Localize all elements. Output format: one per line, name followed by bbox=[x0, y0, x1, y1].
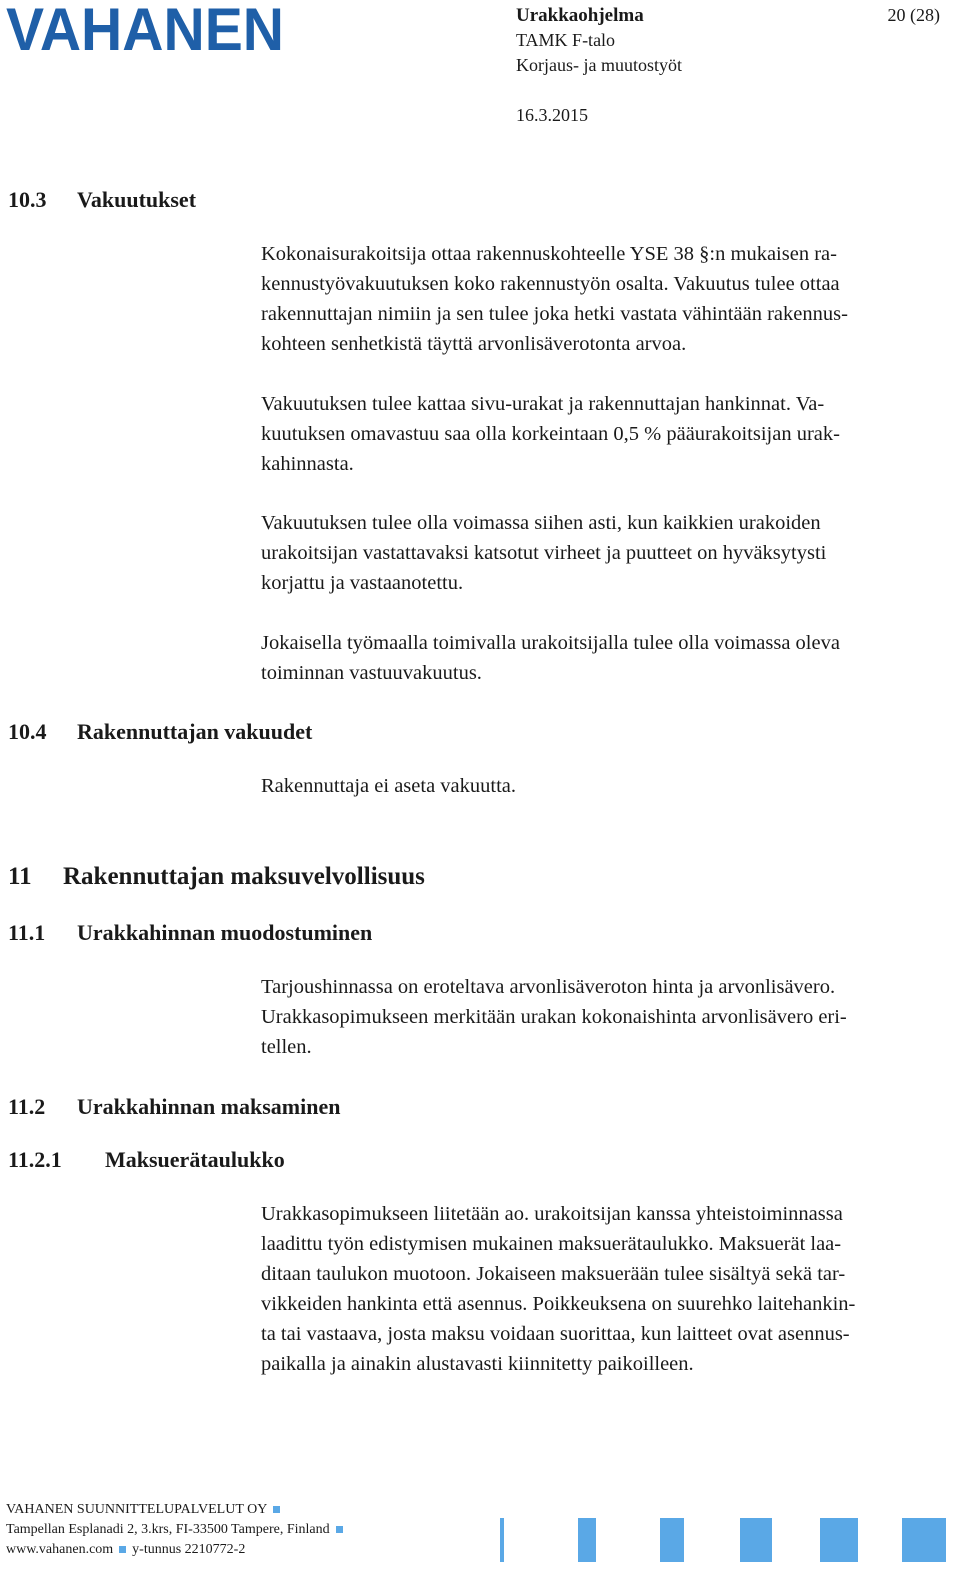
project-name: TAMK F-talo bbox=[516, 30, 616, 50]
company-address: Tampellan Esplanadi 2, 3.krs, FI-33500 Tampere, Finland bbox=[6, 1522, 330, 1537]
section-number: 11.2 bbox=[8, 1094, 46, 1119]
section-number: 11.1 bbox=[8, 920, 46, 945]
paragraph-price-formation: Tarjoushinnassa on eroteltava arvonlisäveroton hinta ja arvonlisävero. Urakkasopimukseen merkitään urakan kokonaishinta arvonlisävero eri- tellen. bbox=[261, 976, 847, 1058]
decor-bar bbox=[820, 1518, 858, 1562]
footer-company bbox=[6, 1500, 280, 1520]
blue-square-icon bbox=[119, 1546, 126, 1553]
paragraph-payment-schedule: Urakkasopimukseen liitetään ao. urakoitsijan kanssa yhteistoiminnassa laadittu työn edistymisen mukainen maksuerätaulukko. Maksuerät laa- ditaan taulukon muotoon. Jokaiseen maksuerään tulee sisältyä sekä tar- vikkeiden hankinta että asennus. Poikkeuksena on suurehko laitehankin- ta tai vastaava, josta maksu voidaan suorittaa, kun laitteet ovat asennus- paikalla ja ainakin alustavasti kiinnitetty paikoilleen. bbox=[261, 1203, 856, 1375]
paragraph-guarantees: Rakennuttaja ei aseta vakuutta. bbox=[261, 775, 517, 797]
page-number: 20 (28) bbox=[887, 5, 940, 25]
paragraph-insurance-validity: Vakuutuksen tulee olla voimassa siihen asti, kun kaikkien urakoiden urakoitsijan vastattavaksi katsotut virheet ja puutteet on hyväksytysti korjattu ja vastaanotettu. bbox=[261, 512, 827, 594]
section-title: Vakuutukset bbox=[77, 187, 197, 212]
section-number: 10.3 bbox=[8, 187, 47, 212]
section-title: Rakennuttajan vakuudet bbox=[77, 719, 313, 744]
footer-web bbox=[6, 1540, 245, 1560]
decor-bar bbox=[578, 1518, 596, 1562]
decor-bar bbox=[740, 1518, 772, 1562]
heading-11-1 bbox=[8, 918, 372, 948]
project-subtitle: Korjaus- ja muutostyöt bbox=[516, 55, 682, 75]
business-id: y-tunnus 2210772-2 bbox=[132, 1542, 246, 1557]
heading-11-2 bbox=[8, 1092, 340, 1122]
blue-square-icon bbox=[336, 1526, 343, 1533]
section-title: Rakennuttajan maksuvelvollisuus bbox=[63, 863, 425, 890]
heading-11-2-1 bbox=[8, 1145, 285, 1175]
heading-10-4 bbox=[8, 717, 312, 747]
heading-11 bbox=[8, 862, 425, 892]
decor-bar bbox=[902, 1518, 946, 1562]
footer-address bbox=[6, 1520, 343, 1540]
blue-square-icon bbox=[273, 1506, 280, 1513]
document-title: Urakkaohjelma bbox=[516, 5, 644, 26]
decor-bar bbox=[500, 1518, 504, 1562]
paragraph-insurance-contractor: Kokonaisurakoitsija ottaa rakennuskohteelle YSE 38 §:n mukaisen ra- kennustyövakuutuksen koko rakennustyön osalta. Vakuutus tulee ottaa rakennuttajan nimiin ja sen tulee joka hetki vastata vähintään rakennus- kohteen senhetkistä täyttä arvonlisäverotonta arvoa. bbox=[261, 243, 848, 355]
section-title: Urakkahinnan maksaminen bbox=[77, 1094, 341, 1119]
decor-bar bbox=[660, 1518, 684, 1562]
section-title: Maksuerätaulukko bbox=[105, 1147, 285, 1172]
vahanen-logo-image bbox=[6, 0, 286, 58]
company-name: VAHANEN SUUNNITTELUPALVELUT OY bbox=[6, 1502, 268, 1517]
paragraph-liability-insurance: Jokaisella työmaalla toimivalla urakoitsijalla tulee olla voimassa oleva toiminnan vastuuvakuutus. bbox=[261, 632, 840, 684]
company-logo bbox=[6, 0, 286, 58]
paragraph-insurance-coverage: Vakuutuksen tulee kattaa sivu-urakat ja rakennuttajan hankinnat. Va- kuutuksen omavastuu saa olla korkeintaan 0,5 % pääurakoitsijan urak- kahinnasta. bbox=[261, 393, 840, 475]
logo-text: VAHANEN bbox=[6, 0, 284, 58]
section-number: 11.2.1 bbox=[8, 1147, 62, 1172]
footer-decorative-bars bbox=[496, 1515, 956, 1563]
company-website[interactable]: www.vahanen.com bbox=[6, 1542, 114, 1557]
section-number: 11 bbox=[8, 863, 32, 890]
section-number: 10.4 bbox=[8, 719, 47, 744]
heading-10-3 bbox=[8, 185, 196, 215]
section-title: Urakkahinnan muodostuminen bbox=[77, 920, 373, 945]
document-date: 16.3.2015 bbox=[516, 105, 588, 125]
